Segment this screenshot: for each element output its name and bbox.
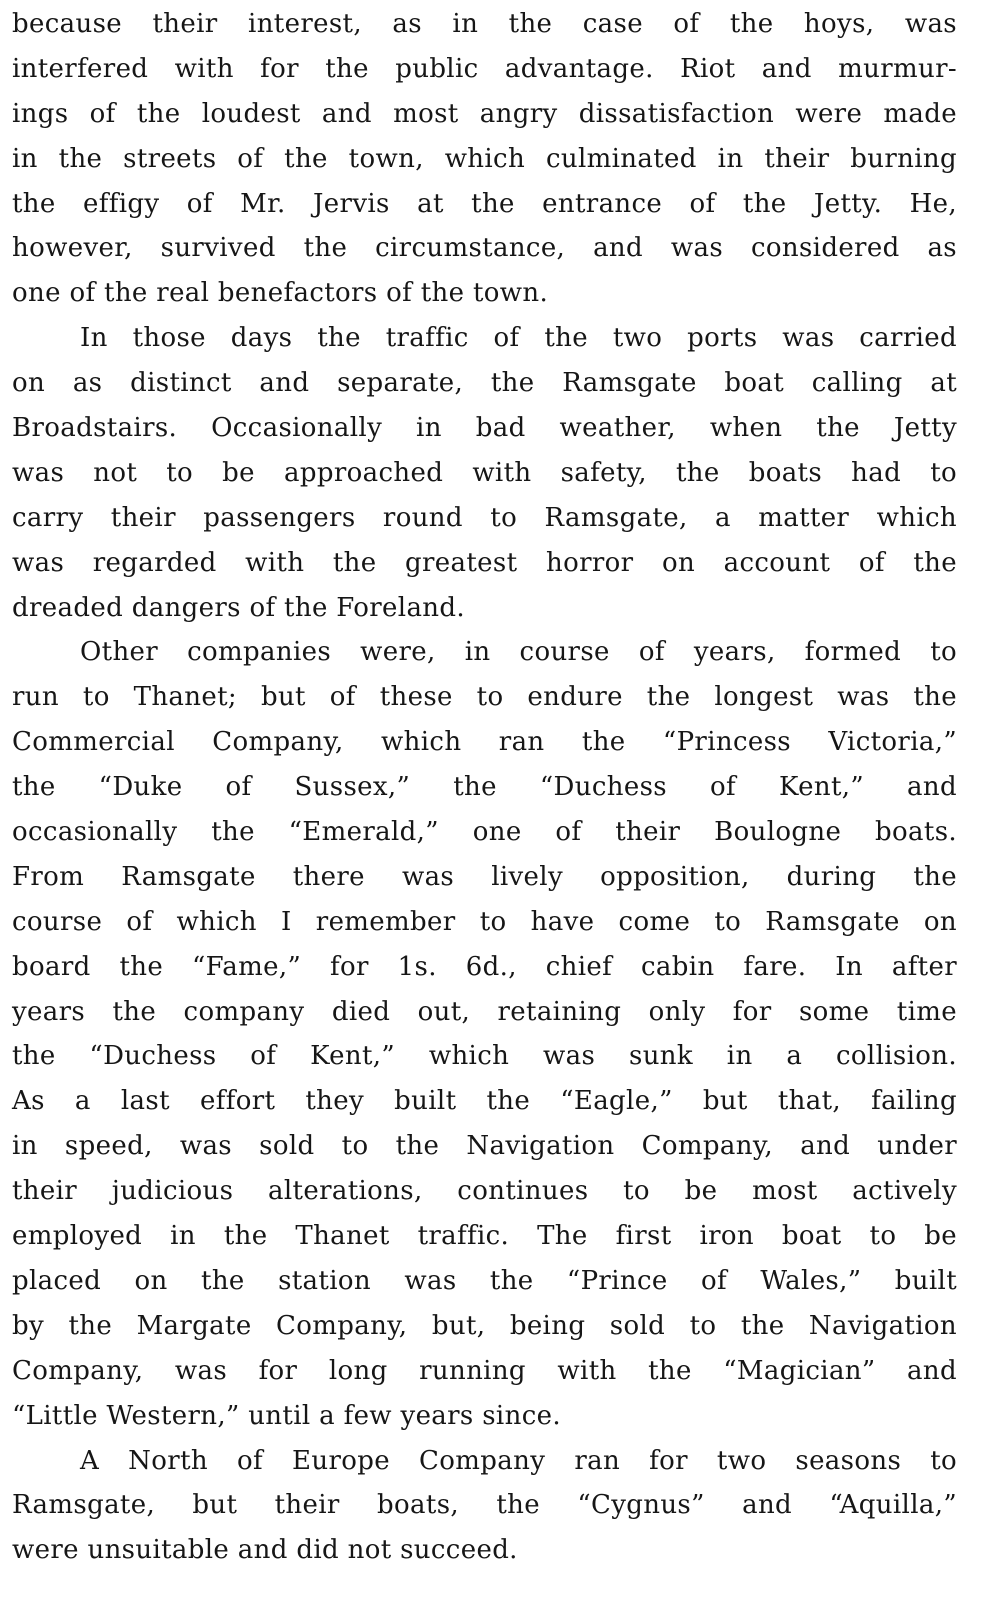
text-line: placed on the station was the “Prince of Wales,” built (12, 1265, 957, 1296)
text-line: was not to be approached with safety, the boats had to (12, 457, 957, 488)
text-line: however, survived the circumstance, and was considered as (12, 233, 957, 264)
paragraph-2 (12, 316, 957, 630)
text-line: dreaded dangers of the Foreland. (12, 592, 465, 623)
text-line: Company, was for long running with the “Magician” and (12, 1355, 957, 1386)
text-line: the effigy of Mr. Jervis at the entrance of the Jetty. He, (12, 188, 957, 219)
text-line: in speed, was sold to the Navigation Company, and under (12, 1131, 957, 1162)
text-line: A North of Europe Company ran for two seasons to (80, 1445, 957, 1476)
text-line: “Little Western,” until a few years since. (12, 1400, 561, 1431)
text-line: From Ramsgate there was lively opposition, during the (12, 861, 957, 892)
paragraph-4 (12, 1439, 957, 1574)
text-line: course of which I remember to have come to Ramsgate on (12, 906, 957, 937)
text-line: carry their passengers round to Ramsgate, a matter which (12, 502, 957, 533)
text-line: by the Margate Company, but, being sold to the Navigation (12, 1310, 957, 1341)
text-line: Other companies were, in course of years, formed to (80, 637, 957, 668)
text-line: Broadstairs. Occasionally in bad weather, when the Jetty (12, 413, 957, 444)
text-line: one of the real benefactors of the town. (12, 278, 549, 309)
document-page (12, 2, 957, 1573)
text-line: Commercial Company, which ran the “Princess Victoria,” (12, 727, 957, 758)
text-line: on as distinct and separate, the Ramsgate boat calling at (12, 368, 957, 399)
text-line: were unsuitable and did not succeed. (12, 1535, 518, 1566)
text-line: ings of the loudest and most angry dissatisfaction were made (12, 98, 957, 129)
paragraph-3 (12, 630, 957, 1438)
text-line: employed in the Thanet traffic. The first iron boat to be (12, 1221, 957, 1252)
text-line: In those days the traffic of the two ports was carried (80, 323, 957, 354)
text-line: board the “Fame,” for 1s. 6d., chief cabin fare. In after (12, 951, 957, 982)
text-line: run to Thanet; but of these to endure the longest was the (12, 682, 957, 713)
text-line: was regarded with the greatest horror on account of the (12, 547, 957, 578)
text-line: their judicious alterations, continues to be most actively (12, 1176, 957, 1207)
text-line: the “Duke of Sussex,” the “Duchess of Kent,” and (12, 772, 957, 803)
text-line: occasionally the “Emerald,” one of their Boulogne boats. (12, 817, 957, 848)
text-line: interfered with for the public advantage. Riot and murmur- (12, 53, 957, 84)
text-line: As a last effort they built the “Eagle,” but that, failing (12, 1086, 957, 1117)
paragraph-1 (12, 2, 957, 316)
text-line: years the company died out, retaining only for some time (12, 996, 957, 1027)
text-line: because their interest, as in the case of the hoys, was (12, 9, 957, 39)
text-line: the “Duchess of Kent,” which was sunk in a collision. (12, 1041, 957, 1072)
text-line: Ramsgate, but their boats, the “Cygnus” and “Aquilla,” (12, 1490, 957, 1521)
text-line: in the streets of the town, which culminated in their burning (12, 143, 957, 174)
